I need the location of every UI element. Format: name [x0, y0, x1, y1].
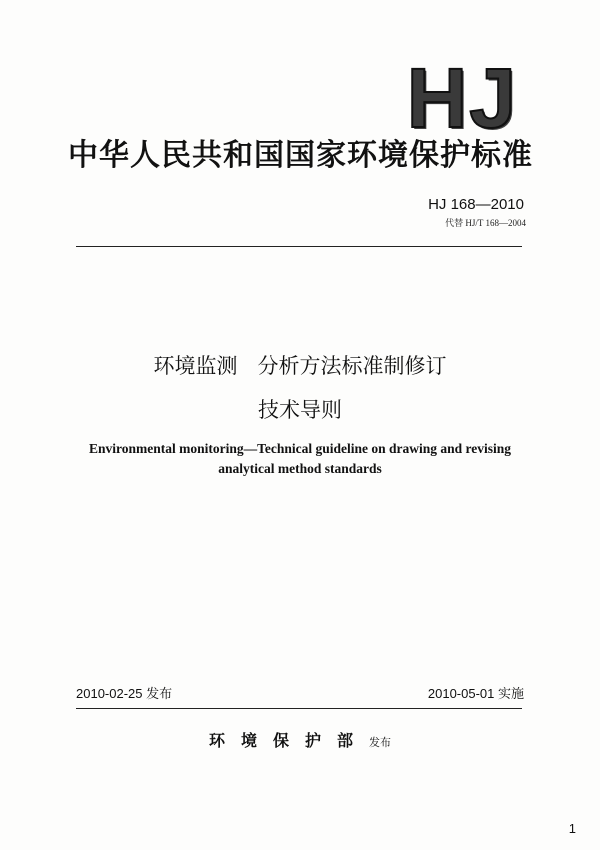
- standard-number: HJ 168—2010: [428, 196, 524, 213]
- replaces-standard: 代替 HJ/T 168—2004: [445, 218, 526, 228]
- issue-date: 2010-02-25 发布: [76, 686, 173, 701]
- top-divider: [76, 246, 522, 247]
- hj-logo: HJ: [406, 51, 518, 145]
- implementation-date: 2010-05-01 实施: [427, 686, 524, 701]
- english-title-line-1: Environmental monitoring—Technical guideline on drawing and revising: [88, 441, 512, 456]
- chinese-title-line-2: 技术导则: [258, 398, 342, 422]
- english-title-line-2: analytical method standards: [218, 461, 382, 476]
- chinese-title-line-1: 环境监测 分析方法标准制修订: [153, 354, 447, 378]
- page-number: 1: [568, 821, 576, 836]
- national-standard-title: 中华人民共和国国家环境保护标准: [68, 138, 533, 173]
- issuer: [0, 728, 600, 751]
- issuer-name: 环境保护部: [208, 731, 369, 750]
- issuer-suffix: 发布: [369, 736, 391, 749]
- english-title: [40, 439, 560, 479]
- bottom-divider: [76, 708, 522, 709]
